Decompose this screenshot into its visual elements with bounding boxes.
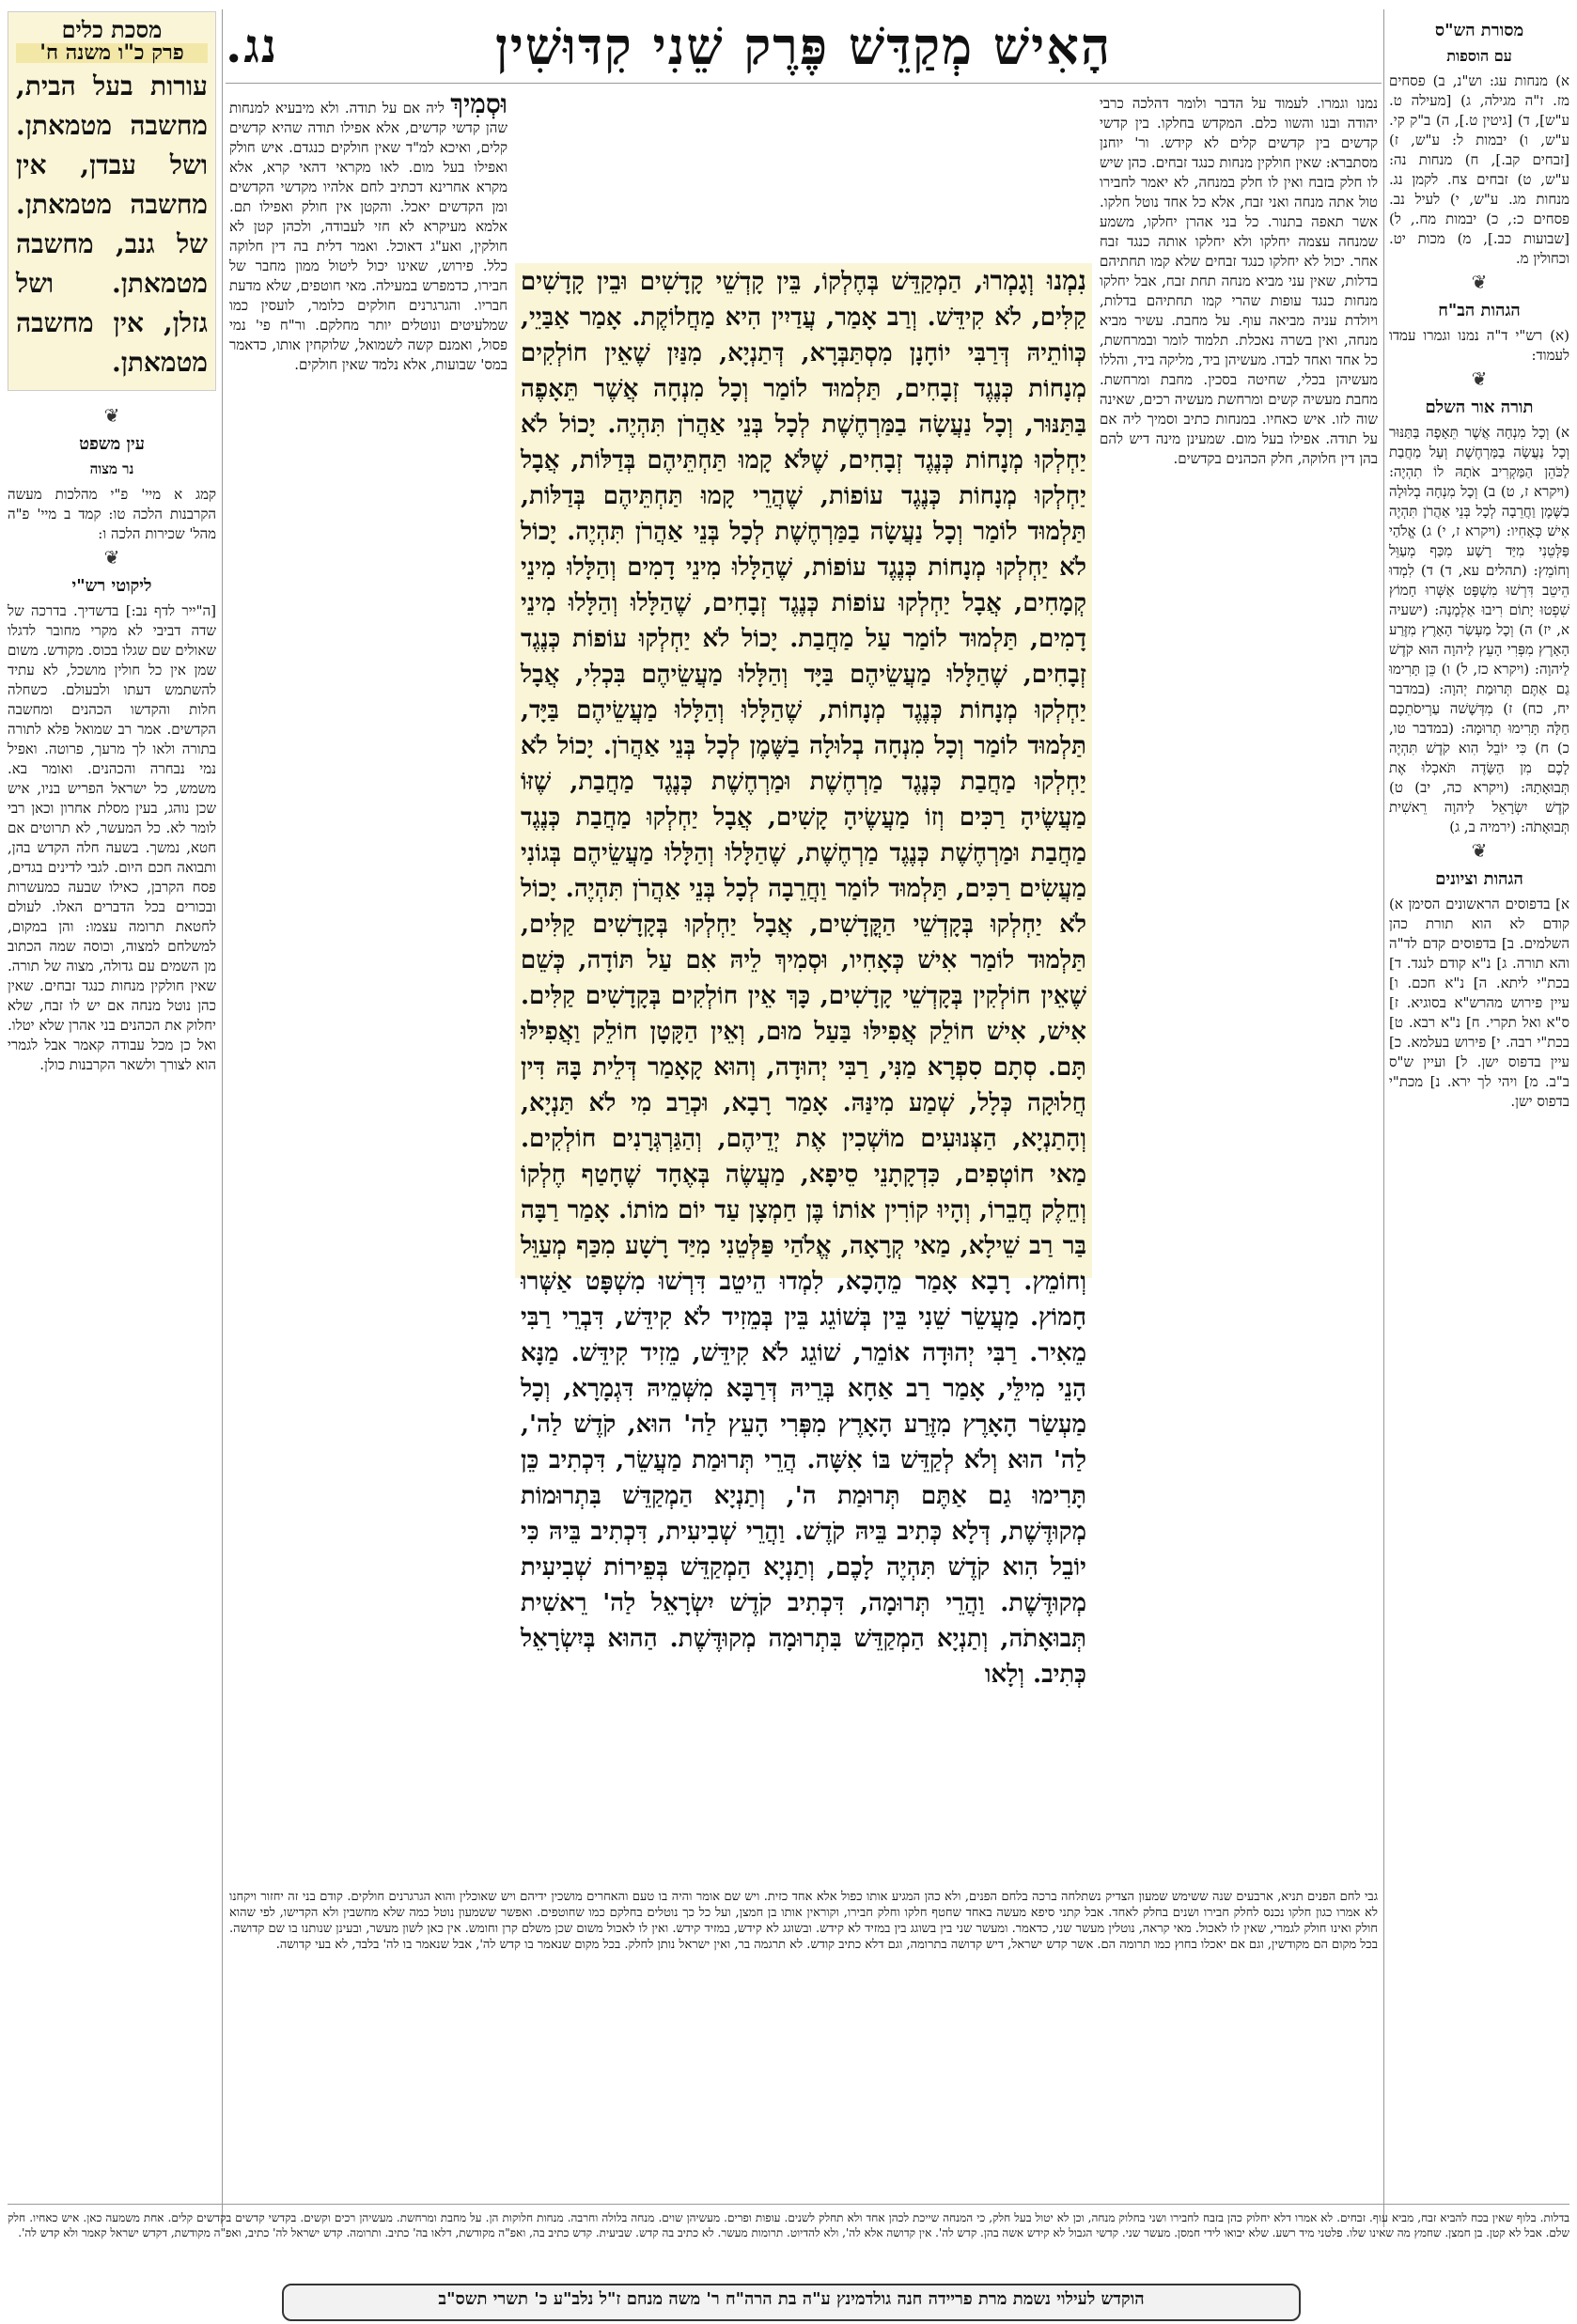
gemara-lead-word: נִמְנוּ וְגָמְרוּ, [974, 265, 1087, 296]
rashi-text: נמנו וגמרו. לעמוד על הדבר ולומר דהלכה כרבי יהודה ובנו והשוו כלם. המקדש בחלקו. בין קדשי קדשים בין קדשים קלים לא קידש. ור' יוחנן מסתברא: שאין חולקין מנחות כנגד זבחים. כהן שיש לו חלק בזבח ואין לו חלק במנחה, לא יאמר לחבירו טול אתה מנחה ואני זבח, אלא כל אחד נוטל חלקו. אשר תאפה בתנור. כל בני אהרן יחלקו, משמע שמנחה עצמה יחלקו ולא יחלקו אותה כנגד זבח אחר. יכול לא יחלקו כנגד זבחים שלא קמו תחתיהם בדלות, שאין עני מביא מנחה תחת זבח, אבל יחלקו מנחות כנגד עופות שהרי קמו תחתיהם בדלות, ויולדת עניה מביאה עוף. על מחבת. עשיר מביא מנחה, ואין בשרה נאכלת. תלמוד לומר ובמרחשת, כל אחד ואחד לבדו. מעשיהן ביד, מליקה ביד, והללו מעשיהן בכלי, שחיטה בסכין. מחבת ומרחשת. מחבת מעשיה קשים ומרחשת מעשיה רכים, שאינה שוה לזו. איש כאחיו. במנחות כתיב וסמיך ליה אם על תודה. אפילו בעל מום. שמעינן מינה דיש להם בהן דין חלוקה, חלק הכהנים בקדשים. [1100, 95, 1378, 467]
ziyunim-title: הגהות וציונים [1435, 869, 1523, 889]
torah-or-title: תורה אור השלם [1425, 398, 1534, 417]
left-column-divider [222, 9, 223, 2227]
rashi-commentary [1100, 94, 1378, 1879]
mishnah-perek: פרק כ"ו משנה ח' [16, 43, 208, 63]
ornament-divider: ❦ [1471, 271, 1488, 293]
ein-mishpat-text: קמג א מיי' פ"י מהלכות מעשה הקרבנות הלכה טו: קמד ב מיי' פ"ה מהל' שכירות הלכה ו: [8, 486, 216, 542]
bottom-notes [8, 2210, 1569, 2274]
footer-commentary [229, 1889, 1378, 2199]
mishnah-text: עורות בעל הבית, מחשבה מטמאתן. ושל עבדן, אין מחשבה מטמאתן. של גנב, מחשבה מטמאתן. ושל גזלן, אין מחשבה מטמאתן. [16, 70, 208, 378]
ornament-divider: ❦ [103, 404, 120, 427]
left-margin [8, 11, 216, 1075]
header-divider [226, 83, 1382, 84]
right-margin [1389, 11, 1569, 1112]
mishnah-box [8, 11, 216, 391]
likutei-rashi-text: [ה"ייר לדף נב:] בדשדיך. בדרכה של שדה דביבי לא מקרי מחובר לדגלו שאולים שם שגלו בכוס. מקודש. משום שמן אין כל חולין מושכל, לא עתיד להשתמש דעתו ולבעולם. כשחלה חלות והקדשו הכהנים ומחשבה הקדשים. אמר רב שמואל פלא לתורה בתורה ולאו לך מרעך, פרוטה. ואפיל נמי נבחרה והכהנים. ואומר בא. משמש, כל ישראל הפריש בניו, איש שכן נוהג, בעין מסלת אחרון וכאן רבי לומר לא. כל המעשר, לא תרוטים אם חטא, נמשך. בשעה חלה הקדש בהן, ותבואה חכם היום. לגבי לדינים בגדים, פסח הקרבן, כאילו שבעה כמעשרות ובכורים בכל הדברים האלו. לעולם לחטאת תרומה עצמו: והן במקום, למשלחם למצוה, וכוסה שמה הכתוב מן השמים עם גדולה, מצוה של תורה. שאין חולקין מנחות כנגד זבחים. שאין כהן נוטל מנחה אם יש לו זבח, שלא יחלוק את הכהנים בני אהרן שלא יטלו. ואל כן מכל עבודה קאמר אבל לגמרי הוא לצורך ולשאר הקרבנות כולן. [8, 602, 216, 1073]
page-title: הָאִישׁ מְקַדֵּשׁ פֶּרֶק שֵׁנִי קִדּוּשִׁין [494, 16, 1113, 76]
mishnah-masechet: מסכת כלים [61, 16, 163, 43]
mesoret-text: א) מנחות עג: וש"נ, ב) פסחים מז. ז"ה מגילה, ג) [מעילה ט. ע"ש], ד) [גיטין ט.], ה) ב"ק קי. ע"ש, ו) יבמות ל: ע"ש, ז) [זבחים קב.], ח) מנחות נה: ע"ש, ט) זבחים צח. לקמן נג. מנחות מג. ע"ש, י) לעיל נב. פסחים כ:, כ) יבמות מח., ל) [שבועות כב.], מ) מכות יט. וכחולין מ. [1389, 72, 1569, 267]
tosafot-text: ליה אם על תודה. ולא מיבעיא למנחות שהן קדשי קדשים, אלא אפילו תודה שהיא קדשים קלים, ואיכא למ"ד שאין חולקים כנגדם. איש חולק ואפילו בעל מום. לאו מקראי דהאי קרא, אלא מקרא אחרינא דכתיב לחם אלהיו מקדשי הקדשים ומן הקדשים יאכל. והקטן אין חולק ואפילו תם. אלמא מעיקרא לא חזי לעבודה, ולכהן קטן לא חולקין, ואע"ג דאוכל. ואמר דלית בה דין חלוקה כלל. פירוש, שאינו יכול ליטול ממון מחבר של חבירו, כדמפרש במעילה. מאי חוטפים, שלא מדעת חבריו. והגרגרנים חולקים כלומר, לועסין כמו שמלעיטים ונוטלים יותר מחלקם. ור"ח פי' נמי פסול, ואמנם קשה לשמואל, שלוקחין אותו, כדאמר במס' שבועות, אלא נלמד שאין חולקים. [229, 100, 507, 373]
gemara-text: הַמְקַדֵּשׁ בְּחֶלְקוֹ, בֵּין קָדְשֵׁי קָדָשִׁים וּבֵין קָדָשִׁים קַלִּים, לֹא קִידֵּשׁ. וְרַב אָמַר, עֲדַיִין הִיא מַחֲלוֹקֶת. אָמַר אַבַּיֵי, כְּווֹתֵיהּ דְּרַבִּי יוֹחָנָן מִסְתַּבְּרָא, דְּתַנְיָא, מִנַּיִן שֶׁאֵין חוֹלְקִים מְנָחוֹת כְּנֶגֶד זְבָחִים, תַּלְמוּד לוֹמַר וְכָל מִנְחָה אֲשֶׁר תֵּאָפֶה בַּתַּנּוּר, וְכָל נַעֲשָׂה בַמַּרְחֶשֶׁת לְכָל בְּנֵי אַהֲרֹן תִּהְיֶה. יָכוֹל לֹא יַחְלְקוּ מְנָחוֹת כְּנֶגֶד זְבָחִים, שֶׁלֹּא קָמוּ תַּחְתֵּיהֶם בְּדַלּוֹת, אֲבָל יַחְלְקוּ מְנָחוֹת כְּנֶגֶד עוֹפוֹת, שֶׁהֲרֵי קָמוּ תַּחְתֵּיהֶם בְּדַלּוֹת, תַּלְמוּד לוֹמַר וְכָל נַעֲשָׂה בַמַּרְחֶשֶׁת לְכָל בְּנֵי אַהֲרֹן תִּהְיֶה. יָכוֹל לֹא יַחְלְקוּ מְנָחוֹת כְּנֶגֶד עוֹפוֹת, שֶׁהַלָּלוּ מִינֵי דָמִים וְהַלָּלוּ מִינֵי קְמָחִים, אֲבָל יַחְלְקוּ עוֹפוֹת כְּנֶגֶד זְבָחִים, שֶׁהַלָּלוּ וְהַלָּלוּ מִינֵי דָמִים, תַּלְמוּד לוֹמַר עַל מַחֲבַת. יָכוֹל לֹא יַחְלְקוּ עוֹפוֹת כְּנֶגֶד זְבָחִים, שֶׁהַלָּלוּ מַעֲשֵׂיהֶם בַּיָּד וְהַלָּלוּ מַעֲשֵׂיהֶם בִּכְלִי, אֲבָל יַחְלְקוּ מְנָחוֹת כְּנֶגֶד מְנָחוֹת, שֶׁהַלָּלוּ וְהַלָּלוּ מַעֲשֵׂיהֶם בַּיָּד, תַּלְמוּד לוֹמַר וְכָל מִנְחָה בְלוּלָה בַשֶּׁמֶן לְכָל בְּנֵי אַהֲרֹן. יָכוֹל לֹא יַחְלְקוּ מַחֲבַת כְּנֶגֶד מַרְחֶשֶׁת וּמַרְחֶשֶׁת כְּנֶגֶד מַחֲבַת, שֶׁזּוֹ מַעֲשֶׂיהָ רַכִּים וְזוֹ מַעֲשֶׂיהָ קָשִׁים, אֲבָל יַחְלְקוּ מַחֲבַת כְּנֶגֶד מַחֲבַת וּמַרְחֶשֶׁת כְּנֶגֶד מַרְחֶשֶׁת, שֶׁהַלָּלוּ וְהַלָּלוּ מַעֲשֵׂיהֶם בְּגוֹנִי מַעֲשִׂים רַכִּים, תַּלְמוּד לוֹמַר וַחֲרֵבָה לְכָל בְּנֵי אַהֲרֹן תִּהְיֶה. יָכוֹל לֹא יַחְלְקוּ בְּקָדְשֵׁי הַקֳּדָשִׁים, אֲבָל יַחְלְקוּ בְּקָדָשִׁים קַלִּים, תַּלְמוּד לוֹמַר אִישׁ כְּאָחִיו, וּסְמִיךְ לֵיהּ אִם עַל תּוֹדָה, כְּשֵׁם שֶׁאֵין חוֹלְקִין בְּקָדְשֵׁי קָדָשִׁים, כָּךְ אֵין חוֹלְקִים בְּקָדָשִׁים קַלִּים. אִישׁ, אִישׁ חוֹלֵק אֲפִילּוּ בַּעַל מוּם, וְאֵין הַקָּטָן חוֹלֵק וַאֲפִילּוּ תָּם. סְתָם סִפְרָא מַנִּי, רַבִּי יְהוּדָה, וְהוּא קָאָמַר דְּלֵית בָּהּ דִּין חֲלוּקָה כְּלָל, שְׁמַע מִינַּהּ. אָמַר רָבָא, וּכְרַב מִי לֹא תַּנְיָא, וְהָתַנְיָא, הַצְּנוּעִים מוֹשְׁכִין אֶת יְדֵיהֶם, וְהַגַּרְגְּרָנִים חוֹלְקִים. מַאי חוֹטְפִים, כִּדְקָתָנֵי סֵיפָא, מַעֲשֶׂה בְּאֶחָד שֶׁחָטַף חֶלְקוֹ וְחֵלֶק חֲבֵרוֹ, וְהָיוּ קוֹרִין אוֹתוֹ בֶּן חַמְצָן עַד יוֹם מוֹתוֹ. אָמַר רַבָּה בַּר רַב שֵׁילָא, מַאי קְרָאָה, אֱלֹהַי פַּלְּטֵנִי מִיַּד רָשָׁע מִכַּף מְעַוֵּל וְחוֹמֵץ. רָבָא אָמַר מֵהָכָא, לִמְדוּ הֵיטֵב דִּרְשׁוּ מִשְׁפָּט אַשְּׁרוּ חָמוֹץ. מַעֲשֵׂר שֵׁנִי בֵּין בְּשׁוֹגֵג בֵּין בְּמֵזִיד לֹא קִידֵּשׁ, דִּבְרֵי רַבִּי מֵאִיר. רַבִּי יְהוּדָה אוֹמֵר, שׁוֹגֵג לֹא קִידֵּשׁ, מֵזִיד קִידֵּשׁ. מַנָּא הָנֵי מִילֵּי, אָמַר רַב אַחָא בְּרֵיהּ דְּרַבָּא מִשְּׁמֵיהּ דִּגְמָרָא, וְכָל מַעְשַׂר הָאָרֶץ מִזֶּרַע הָאָרֶץ מִפְּרִי הָעֵץ לַה' הוּא, קֹדֶשׁ לַה', לַה' הוּא וְלֹא לְקַדֵּשׁ בּוֹ אִשָּׁה. הֲרֵי תְּרוּמַת מַעֲשֵׂר, דִּכְתִיב כֵּן תָּרִימוּ גַם אַתֶּם תְּרוּמַת ה', וְתַנְיָא הַמְקַדֵּשׁ בִּתְרוּמוֹת מְקוּדֶּשֶׁת, דְּלָא כְּתִיב בֵּיהּ קֹדֶשׁ. וַהֲרֵי שְׁבִיעִית, דִּכְתִיב בֵּיהּ כִּי יוֹבֵל הִוא קֹדֶשׁ תִּהְיֶה לָכֶם, וְתַנְיָא הַמְקַדֵּשׁ בְּפֵירוֹת שְׁבִיעִית מְקוּדֶּשֶׁת. וַהֲרֵי תְּרוּמָה, דִּכְתִיב קֹדֶשׁ יִשְׂרָאֵל לַה' רֵאשִׁית תְּבוּאָתֹה, וְתַנְיָא הַמְקַדֵּשׁ בִּתְרוּמָה מְקוּדֶּשֶׁת. הַהוּא בְּיִשְׂרָאֵל כְּתִיב. וְלָאו [521, 268, 1086, 1689]
mesoret-title: מסורת הש"ס [1434, 21, 1524, 40]
right-column-divider [1383, 9, 1384, 2227]
dedication-box [282, 2284, 1301, 2321]
footer-commentary-text: גבי לחם הפנים תניא, ארבעים שנה ששימש שמעון הצדיק נשתלחה ברכה בלחם הפנים, ולא כהן המגיע אותו כפול אלא אחד כזית. ויש שם אומר והיה בו טעם והאחרים מושכין ידיהם ויש שאוכלין והוא הגרגרנים חולקים. קודם בני זה יחזור ויקחנו לא אמרו כגון חלקו נכנס לחלק חבירו ושנים בחלק לאחד. אבל קתני סיפא מעשה באחד שחטף חלקו וחלק חבירו, וקוראין אותו בן חמצן, ועל כל כך נוטלים בחלקם כמו שחוטפים. ואפשר ששמעון נוטל כמה שלא מחשבין ולא הקדישו, לפי שהוא חולק ואינו חולק לגמרי, שאין לו לאכול. מאי קראה, נוטלין מעשר שני, כדאמר. ומעשר שני בין בשוגג בין במזיד לא קידש. ובשוגג לא קידש, במזיד קידש. ואין לו לאכול משום שכן משלם קרן וחומש. אין כאן לשון מעשר, ובעינן שנותנו בו שם קדושה. בכל מקום הם מקודשין, וגם אם יאכלו בחוץ כמו תרומה הם. אשר קדש ישראל, דיש קדושה בתרומה, וגם דלא כתיב קודש. לא תרגמה בר, ואין ישראל נותן לחלק. בכל מקום שנאמר בו קדש לה', אבל שנאמר בו לה' בלבד, לא בעי קדושה. [229, 1890, 1378, 1952]
tosafot-lead-word: וּסְמִיךְ [450, 88, 507, 119]
ein-mishpat-title: עין משפט [79, 434, 145, 454]
gemara-text-upper [515, 263, 1092, 1689]
bottom-notes-text: בדלות. בלוף שאין בכח להביא זבח, מביא עוף. זבחים. לא אמרו דלא יחלוק כהן בזבח לחבירו ושני בחלוק מנחה, וכן לא יטול בעל חלק, כי המנחה שייכת לכהן אחד ולא תחלק לשנים. עופות ופרים. מעשיהן שוים. מנחה בלולה וחרבה. מנחות חלוקות הן. על מחבת ומרחשת. מעשיהן רכים וקשים. בקדשי קדשים בקדשים קלים. אחת משמעה כאן. איש כאחיו. חלק שלם. אבל לא קטן. בן חמצן. שחמץ מה שאינו שלו. פלטני מיד רשע. שלא יבואו לידי חמסן. מעשר שני. קדשי הגבול לא קידש אשה בהן. קדש לה'. אין קדושה אלא לה', ולא להדיוט. תרומות מעשר. לא כתיב בה קדש. שביעית. קדש כתיב בה, ואפ"ה מקודשת, דלאו בה' כתיב. ותרומה. קדש ישראל לה' כתיב, ואפ"ה מקודשת, דקדש ישראל קאמר ולא קדש לה'. [8, 2211, 1569, 2239]
daf-number: נג. [226, 18, 279, 73]
torah-or-text: א) וְכָל מִנְחָה אֲשֶׁר תֵּאָפֶה בַּתַּנּוּר וְכָל נַעֲשָׂה בַמַּרְחֶשֶׁת וְעַל מַחֲבַת לַכֹּהֵן הַמַּקְרִיב אֹתָהּ לוֹ תִהְיֶה: (ויקרא ז, ט) ב) וְכָל מִנְחָה בְלוּלָה בַשֶּׁמֶן וַחֲרֵבָה לְכָל בְּנֵי אַהֲרֹן תִּהְיֶה אִישׁ כְּאָחִיו: (ויקרא ז, י) ג) אֱלֹהַי פַּלְּטֵנִי מִיַּד רָשָׁע מִכַּף מְעַוֵּל וְחוֹמֵץ: (תהלים עא, ד) ד) לִמְדוּ הֵיטֵב דִּרְשׁוּ מִשְׁפָּט אַשְּׁרוּ חָמוֹץ שִׁפְטוּ יָתוֹם רִיבוּ אַלְמָנָה: (ישעיה א, יז) ה) וְכָל מַעְשַׂר הָאָרֶץ מִזֶּרַע הָאָרֶץ מִפְּרִי הָעֵץ לַיהוָה הוּא קֹדֶשׁ לַיהוָה: (ויקרא כז, ל) ו) כֵּן תָּרִימוּ גַם אַתֶּם תְּרוּמַת יְהוָה: (במדבר יח, כח) ז) מִדְּשָׁשׁה עַרְיסֹתֵכֶם חַלָּה תָּרִימוּ תְרוּמָה: (במדבר טו, כ) ח) כִּי יוֹבֵל הִוא קֹדֶשׁ תִּהְיֶה לָכֶם מִן הַשָּׂדֶה תֹּאכְלוּ אֶת תְּבוּאָתָהּ: (ויקרא כה, יב) ט) קֹדֶשׁ יִשְׂרָאֵל לַיהוָה רֵאשִׁית תְּבוּאָתֹה: (ירמיה ב, ג) [1389, 424, 1569, 835]
tosafot-commentary [229, 88, 507, 1410]
bottom-divider [8, 2204, 1569, 2205]
hagahot-text: (א) רש"י ד"ה נמנו וגמרו עמדו לעמוד: [1389, 327, 1569, 364]
ornament-divider: ❦ [1471, 367, 1488, 390]
ornament-divider: ❦ [1471, 839, 1488, 862]
mesoret-subtitle: עם הוספות [1446, 47, 1512, 65]
dedication-text: הוקדש לעילוי נשמת מרת פריידה חנה גולדמינץ ע"ה בת הרה"ח ר' משה מנחם ז"ל נלב"ע כ' תשרי תשס"ב [438, 2289, 1145, 2309]
page-header [226, 13, 1382, 79]
ein-mishpat-subtitle: נר מצוה [89, 460, 134, 477]
likutei-rashi-title: ליקוטי רש"י [71, 576, 152, 596]
hagahot-title: הגהות הב"ח [1438, 301, 1521, 320]
ornament-divider: ❦ [103, 546, 120, 569]
ziyunim-text: א] בדפוסים הראשונים הסימן א) קודם לא הוא תורת כהן השלמים. ב] בדפוסים קדם לד"ה והא תורה. ג] נ"א קודם לנגד. ד] בכת"י ליתא. ה] נ"א חכם. ו] עיין פירוש מהרש"א בסוגיא. ז] ס"א ואל תקרי. ח] נ"א רבא. ט] בכת"י רבה. י] פירוש בעלמא. כ] עיין בדפוס ישן. ל] ועיין ש"ס ב"ב. מ] ויהי לך ירא. נ] מכת"י בדפוס ישן. [1389, 896, 1569, 1110]
